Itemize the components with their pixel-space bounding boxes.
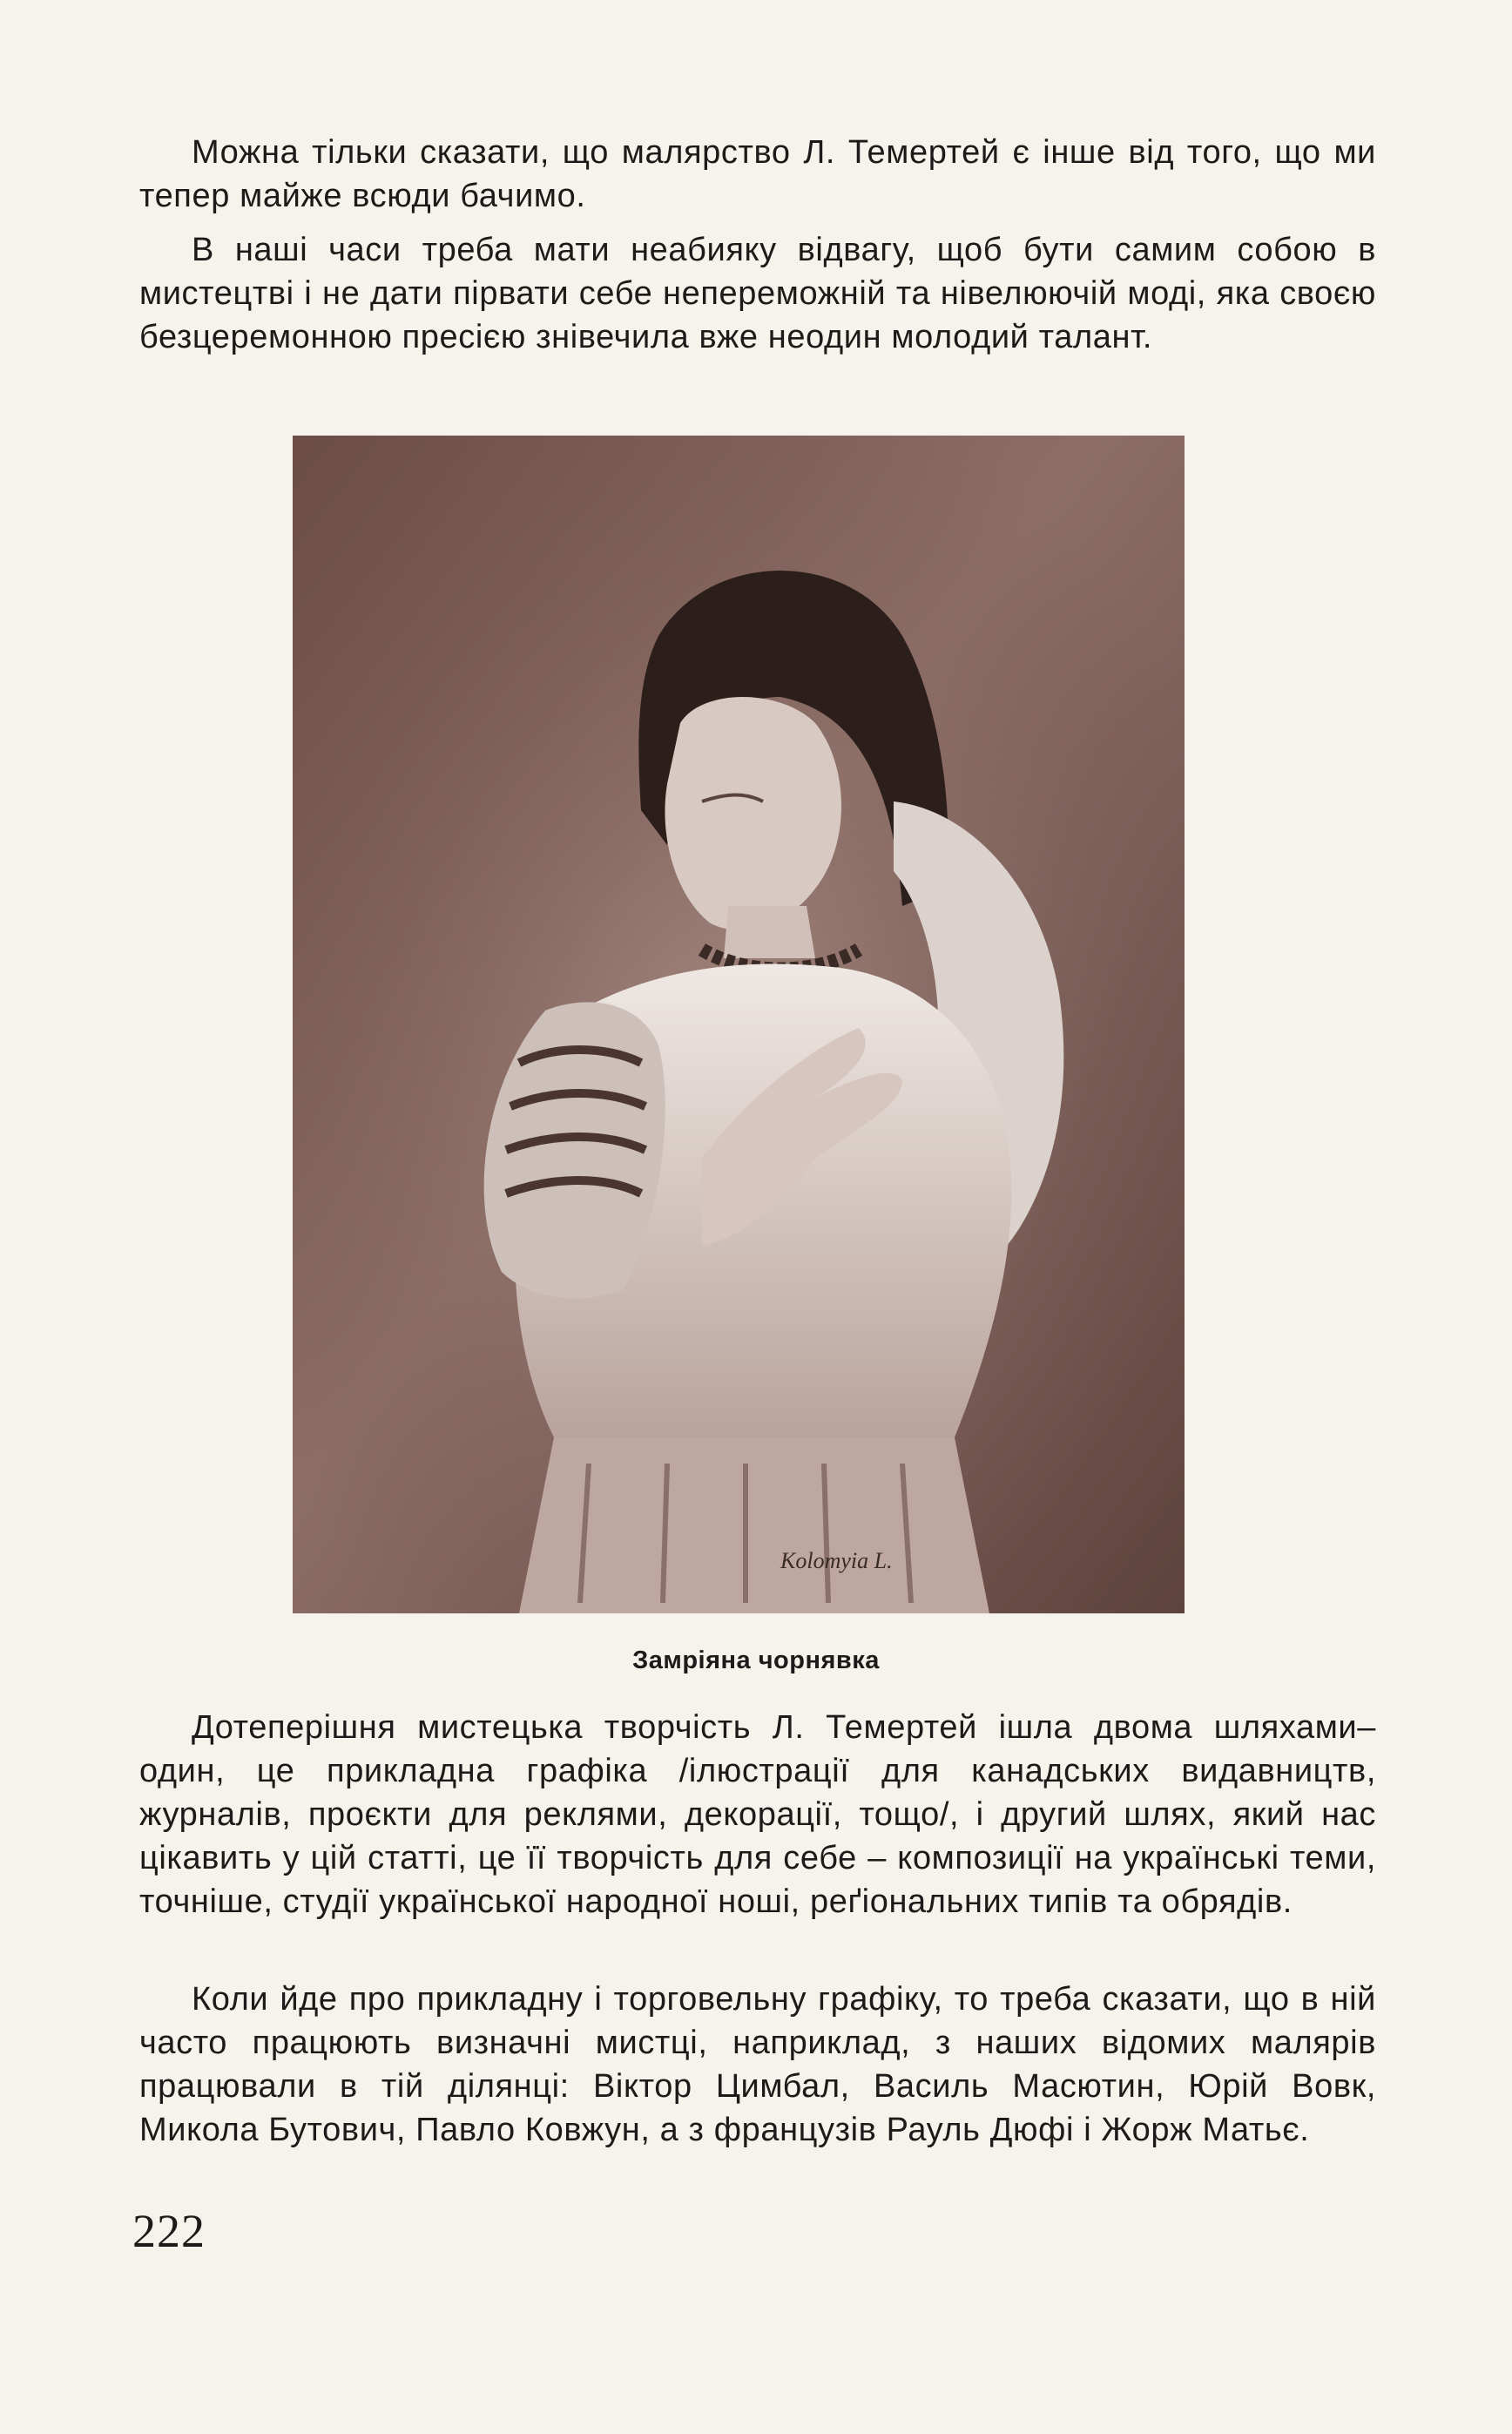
paragraph-2: В наші часи треба мати неабияку відвагу, щоб бути самим собою в мистецтві і не дати пірвати себе непереможній та нівелюючій моді, яка своєю безцеремонною пресією знівечила вже неодин молодий талант.: [139, 232, 1376, 355]
page-number: 222: [132, 2205, 206, 2257]
paragraph-1: Можна тільки сказати, що малярство Л. Темертей є інше від того, що ми тепер майже всюди бачимо.: [139, 134, 1376, 214]
painting-illustration: [293, 436, 1185, 1613]
artist-signature: Kolomyia L.: [780, 1548, 893, 1573]
paragraph-4: Коли йде про прикладну і торговельну графіку, то треба сказати, що в ній часто працюють визначні мистці, наприклад, з наших відомих малярів працювали в тій ділянці: Віктор Цимбал, Василь Масютин, Юрій Вовк, Микола Бутович, Павло Ковжун, а з французів Рауль Дюфі і Жорж Матьє.: [139, 1981, 1376, 2148]
figure-caption: Замріяна чорнявка: [632, 1646, 880, 1674]
paragraph-3: Дотеперішня мистецька творчість Л. Темертей ішла двома шляхами– один, це прикладна графіка /ілюстрації для канадських видавництв, журналів, проєкти для реклями, декорації, тощо/, і другий шлях, який нас цікавить у цій статті, це її творчість для себе – композиції на українські теми, точніше, студії української народної ноші, реґіональних типів та обрядів.: [139, 1709, 1376, 1920]
portrait-painting: [293, 436, 1185, 1613]
